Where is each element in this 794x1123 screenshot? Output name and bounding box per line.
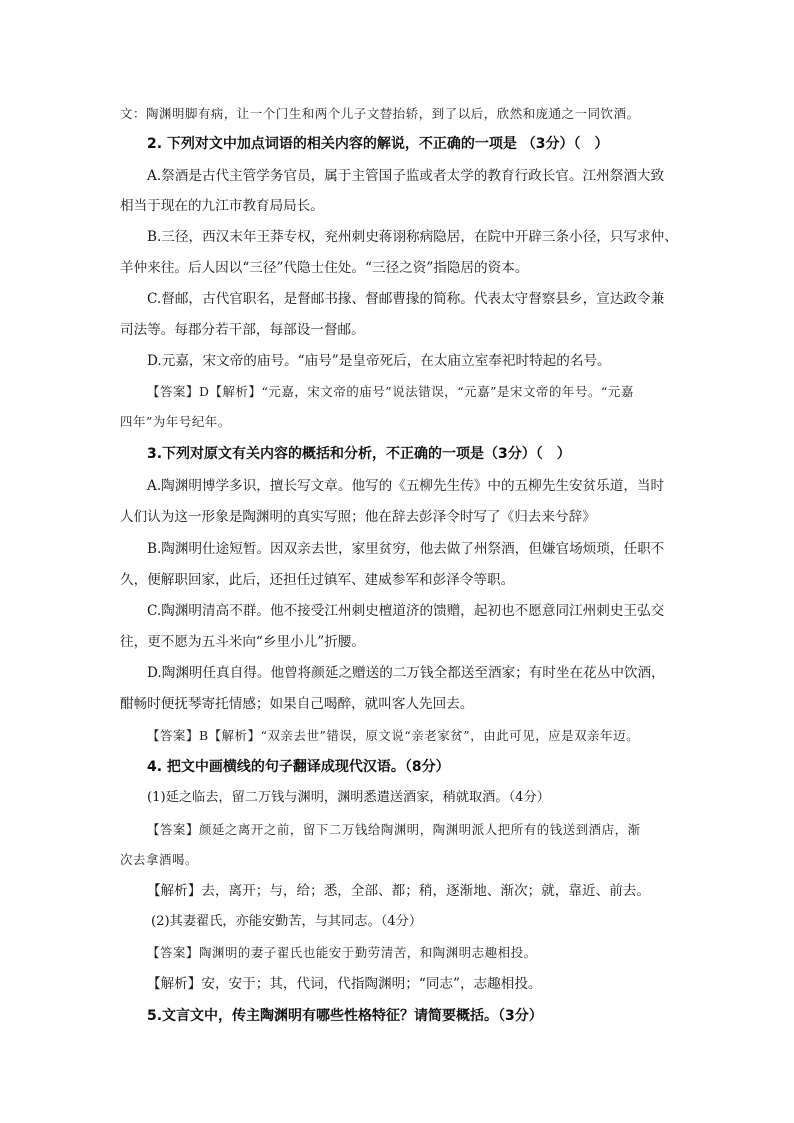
analysis-4-1: 【解析】去，离开；与，给；悉，全部、都；稍，逐渐地、渐次；就，靠近、前去。 — [147, 883, 650, 899]
question-5-title: 5.文言文中，传主陶渊明有哪些性格特征？请简要概括。（3分） — [147, 1008, 543, 1024]
option-3b-line-1: B.陶渊明仕途短暂。因双亲去世，家里贫穷，他去做了州祭酒，但嫌官场烦琐，任职不 — [147, 541, 665, 557]
option-3a-line-1: A.陶渊明博学多识，擅长写文章。他写的《五柳先生传》中的五柳先生安贫乐道，当时 — [147, 478, 665, 494]
answer-2-line-2: 四年”为年号纪年。 — [120, 414, 231, 429]
answer-4-1-line-1: 【答案】颜延之离开之前，留下二万钱给陶渊明，陶渊明派人把所有的钱送到酒店，渐 — [147, 822, 641, 837]
question-2-title: 2. 下列对文中加点词语的相关内容的解说，不正确的一项是 （3分）（ ） — [147, 136, 609, 152]
answer-4-1-line-2: 次去拿酒喝。 — [120, 852, 198, 867]
answer-4-2: 【答案】陶渊明的妻子翟氏也能安于勤劳清苦，和陶渊明志趣相投。 — [147, 945, 537, 960]
option-2b-line-2: 羊仲来往。后人因以“三径”代隐士住处。“三径之资”指隐居的资本。 — [120, 260, 529, 276]
option-3a-line-2: 人们认为这一形象是陶渊明的真实写照；他在辞去彭泽令时写了《归去来兮辞》 — [120, 509, 596, 525]
question-4-title: 4. 把文中画横线的句子翻译成现代汉语。（8分） — [147, 759, 450, 775]
question-3-title: 3.下列对原文有关内容的概括和分析，不正确的一项是（3分）（ ） — [147, 446, 571, 462]
option-3c-line-2: 往，更不愿为五斗米向“乡里小儿”折腰。 — [120, 634, 365, 650]
option-2a-line-2: 相当于现在的九江市教育局局长。 — [120, 198, 324, 214]
question-4-part-2: (2)其妻翟氏，亦能安勤苦，与其同志。（4分） — [151, 914, 423, 929]
translation-tail: 文：陶渊明脚有病，让一个门生和两个儿子文替抬轿，到了以后，欣然和庞通之一同饮酒。 — [120, 106, 640, 121]
option-2c-line-1: C.督邮，古代官职名，是督邮书掾、督邮曹掾的简称。代表太守督察县乡，宣达政令兼 — [147, 291, 665, 307]
option-3c-line-1: C.陶渊明清高不群。他不接受江州刺史檀道济的馈赠，起初也不愿意同江州刺史王弘交 — [147, 603, 665, 619]
question-4-part-1: (1)延之临去，留二万钱与渊明，渊明悉遣送酒家，稍就取酒。（4分） — [147, 790, 550, 805]
option-2a-line-1: A.祭酒是古代主管学务官员，属于主管国子监或者太学的教育行政长官。江州祭酒大致 — [147, 168, 665, 184]
analysis-4-2: 【解析】安，安于；其，代词，代指陶渊明；“同志”，志趣相投。 — [147, 976, 542, 992]
option-3b-line-2: 久，便解职回家，此后，还担任过镇军、建威参军和彭泽令等职。 — [120, 572, 515, 588]
option-2b-line-1: B.三径，西汉末年王莽专权，兖州刺史蒋诩称病隐居，在院中开辟三条小径，只写求仲、 — [147, 229, 678, 245]
option-2c-line-2: 司法等。每郡分若干部，每部设一督邮。 — [120, 322, 365, 338]
option-3d-line-2: 酣畅时便抚琴寄托情感；如果自己喝醉，就叫客人先回去。 — [120, 696, 474, 712]
option-3d-line-1: D.陶渊明任真自得。他曾将颜延之赠送的二万钱全都送至酒家；有时坐在花丛中饮酒， — [147, 665, 665, 681]
option-2d: D.元嘉，宋文帝的庙号。“庙号”是皇帝死后，在太庙立室奉祀时特起的名号。 — [147, 353, 611, 369]
answer-3: 【答案】B【解析】“双亲去世”错误，原文说“亲老家贫”，由此可见，应是双亲年迈。 — [147, 728, 640, 743]
answer-2-line-1: 【答案】D【解析】“元嘉，宋文帝的庙号”说法错误，“元嘉”是宋文帝的年号。“元嘉 — [147, 384, 634, 399]
